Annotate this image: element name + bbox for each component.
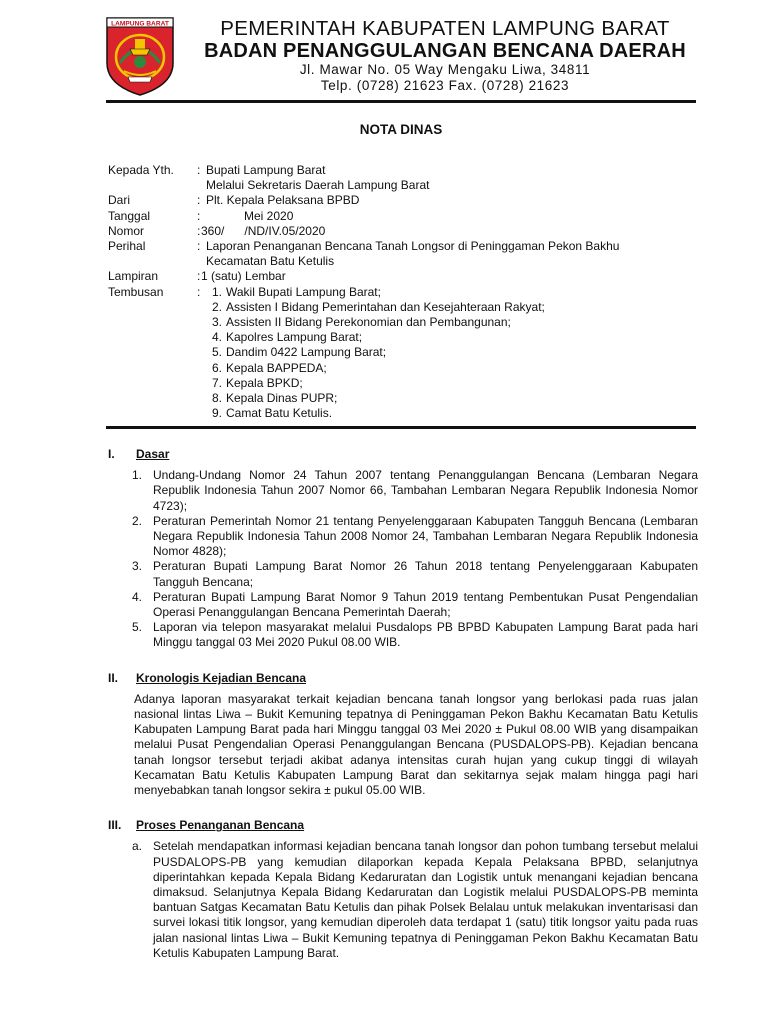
kronologis-paragraph: Adanya laporan masyarakat terkait kejadian bencana tanah longsor yang berlokasi pada ruas jalan nasional lintas Liwa – Bukit Kemuning tepatnya di Peninggaman Pekon Bakhu Kecamatan Batu Ketulis Kabupaten Lampung Barat pada hari Minggu tanggal 03 Mei 2020 ± Pukul 08.00 WIB yang disampaikan melalui Pusat Pengendalian Operasi Penanggulangan Bencana (PUSDALOPS-PB). Kejadian bencana tanah longsor tersebut terjadi akibat adanya intensitas curah hujan yang cukup tinggi di wilayah Kecamatan Batu Ketulis Kabupaten Lampung Barat dan sekitarnya sejak malam hingga pagi hari menyebabkan tanah longsor sekira ± pukul 05.00 WIB. bbox=[134, 691, 698, 798]
letterhead bbox=[190, 18, 700, 94]
memo-label: Lampiran bbox=[108, 269, 159, 284]
list-item: 1. Wakil Bupati Lampung Barat; bbox=[211, 284, 381, 299]
letterhead-contact: Telp. (0728) 21623 Fax. (0728) 21623 bbox=[320, 78, 570, 93]
tembusan-list bbox=[206, 285, 698, 422]
list-item: 3. Assisten II Bidang Perekonomian dan Pembangunan; bbox=[211, 315, 511, 330]
list-item: 5. Dandim 0422 Lampung Barat; bbox=[211, 345, 387, 360]
section-heading-dasar: I. Dasar bbox=[108, 447, 170, 461]
section-heading-proses: III. Proses Penanganan Bencana bbox=[108, 818, 305, 833]
memo-row-dari: Dari : Plt. Kepala Pelaksana BPBD bbox=[108, 193, 698, 208]
document-title: NOTA DINAS bbox=[359, 122, 443, 137]
list-item: 4. Peraturan Bupati Lampung Barat Nomor 9 Tahun 2019 tentang Pembentukan Pusat Pengendalian Operasi Penanggulangan Bencana Pemerintah Daerah; bbox=[132, 589, 698, 620]
memo-label: Tanggal bbox=[108, 208, 151, 223]
list-item: 3. Peraturan Bupati Lampung Barat Nomor 26 Tahun 2018 tentang Penyelenggaraan Kabupaten Tangguh Bencana; bbox=[132, 559, 698, 589]
memo-row-nomor: Nomor : 360/ /ND/IV.05/2020 bbox=[108, 224, 698, 239]
memo-row-perihal: Perihal : Laporan Penanganan Bencana Tanah Longsor di Peninggaman Pekon Bakhu Kecamatan Batu Ketulis bbox=[108, 239, 698, 269]
list-item: 5. Laporan via telepon masyarakat melalui Pusdalops PB BPBD Kabupaten Lampung Barat pada hari Minggu tanggal 03 Mei 2020 Pukul 08.00 WIB. bbox=[132, 620, 698, 650]
list-item: 7. Kepala BPKD; bbox=[211, 375, 303, 390]
memo-value: Bupati Lampung Barat bbox=[206, 163, 326, 177]
letterhead-government-name: PEMERINTAH KABUPATEN LAMPUNG BARAT bbox=[220, 17, 670, 40]
list-item: 2. Assisten I Bidang Pemerintahan dan Kesejahteraan Rakyat; bbox=[211, 299, 545, 314]
lampung-barat-emblem-logo bbox=[104, 15, 176, 97]
memo-header bbox=[108, 163, 698, 421]
memo-row-tanggal: Tanggal : Mei 2020 bbox=[108, 209, 698, 224]
memo-row-tembusan: Tembusan : 1. Wakil Bupati Lampung Barat; 2. Assisten I Bidang Pemerintahan dan Kesejahteraan Rakyat; 3. Assisten II Bidang Perekonomian dan Pembangunan; 4. Kapolres Lampung Barat; 5. Dandim 0422 Lampung Barat; 6. Kepala BAPPEDA; 7. Kepala BPKD; 8. Kepala Dinas PUPR; 9. Camat Batu Ketulis. bbox=[108, 285, 698, 422]
list-item: 8. Kepala Dinas PUPR; bbox=[211, 391, 338, 406]
memo-value: 1 (satu) Lembar bbox=[201, 269, 286, 284]
memo-label: Nomor bbox=[108, 223, 145, 238]
memo-value: Laporan Penanganan Bencana Tanah Longsor di Peninggaman Pekon Bakhu Kecamatan Batu Ketulis bbox=[206, 239, 620, 269]
memo-divider bbox=[106, 426, 696, 429]
list-item: 9. Camat Batu Ketulis. bbox=[211, 406, 333, 421]
list-item: 1. Undang-Undang Nomor 24 Tahun 2007 tentang Penanggulangan Bencana (Lembaran Negara Republik Indonesia Tahun 2007 Nomor 66, Tambahan Lembaran Negara Republik Indonesia Nomor 4723); bbox=[132, 468, 698, 513]
memo-value: Melalui Sekretaris Daerah Lampung Barat bbox=[206, 178, 430, 193]
letterhead-address: Jl. Mawar No. 05 Way Mengaku Liwa, 34811 bbox=[299, 62, 591, 77]
list-item: 4. Kapolres Lampung Barat; bbox=[211, 330, 363, 345]
memo-label: Kepada Yth. bbox=[108, 163, 174, 177]
proses-list bbox=[132, 839, 698, 961]
memo-label: Dari bbox=[108, 193, 131, 208]
memo-value: Mei 2020 bbox=[244, 208, 294, 223]
dasar-list bbox=[132, 468, 698, 650]
memo-row-lampiran: Lampiran : 1 (satu) Lembar bbox=[108, 269, 698, 284]
memo-body bbox=[108, 447, 698, 961]
list-item: a. Setelah mendapatkan informasi kejadian bencana tanah longsor dan pohon tumbang tersebut melalui PUSDALOPS-PB yang kemudian dilaporkan kepada Kepala Pelaksana BPBD, selanjutnya diperintahkan kepada Kepala Bidang Kedaruratan dan Logistik untuk menangani kejadian bencana dimaksud. Selanjutnya Kepala Bidang Kedaruratan dan Logistik melalui PUSDALOPS-PB meminta bantuan Satgas Kecamatan Batu Ketulis dan pihak Polsek Belalau untuk melakukan inventarisasi dan survei lokasi titik longsor, yang kemudian diperoleh data terdapat 1 (satu) titik longsor yaitu pada ruas jalan nasional lintas Liwa – Bukit Kemuning tepatnya di Peninggaman Pekon Bakhu Kecamatan Batu Ketulis Kabupaten Lampung Barat. bbox=[132, 839, 698, 960]
memo-label: Tembusan bbox=[108, 284, 164, 299]
list-item: 2. Peraturan Pemerintah Nomor 21 tentang Penyelenggaraan Kabupaten Tangguh Bencana (Lembaran Negara Republik Indonesia Tahun 2008 Nomor 24, Tambahan Lembaran Negara Republik Indonesia Nomor 4828); bbox=[132, 513, 698, 559]
memo-value: Plt. Kepala Pelaksana BPBD bbox=[206, 193, 360, 208]
section-heading-kronologis: II. Kronologis Kejadian Bencana bbox=[108, 670, 307, 685]
letterhead-divider bbox=[106, 100, 696, 103]
letterhead-agency-name: BADAN PENANGGULANGAN BENCANA DAERAH bbox=[204, 40, 686, 62]
memo-row-kepada: Kepada Yth. : Bupati Lampung Barat Melalui Sekretaris Daerah Lampung Barat bbox=[108, 163, 698, 193]
memo-label: Perihal bbox=[108, 239, 146, 254]
memo-value: 360/ /ND/IV.05/2020 bbox=[201, 223, 326, 238]
svg-text:LAMPUNG BARAT: LAMPUNG BARAT bbox=[111, 20, 169, 28]
list-item: 6. Kepala BAPPEDA; bbox=[211, 360, 327, 375]
